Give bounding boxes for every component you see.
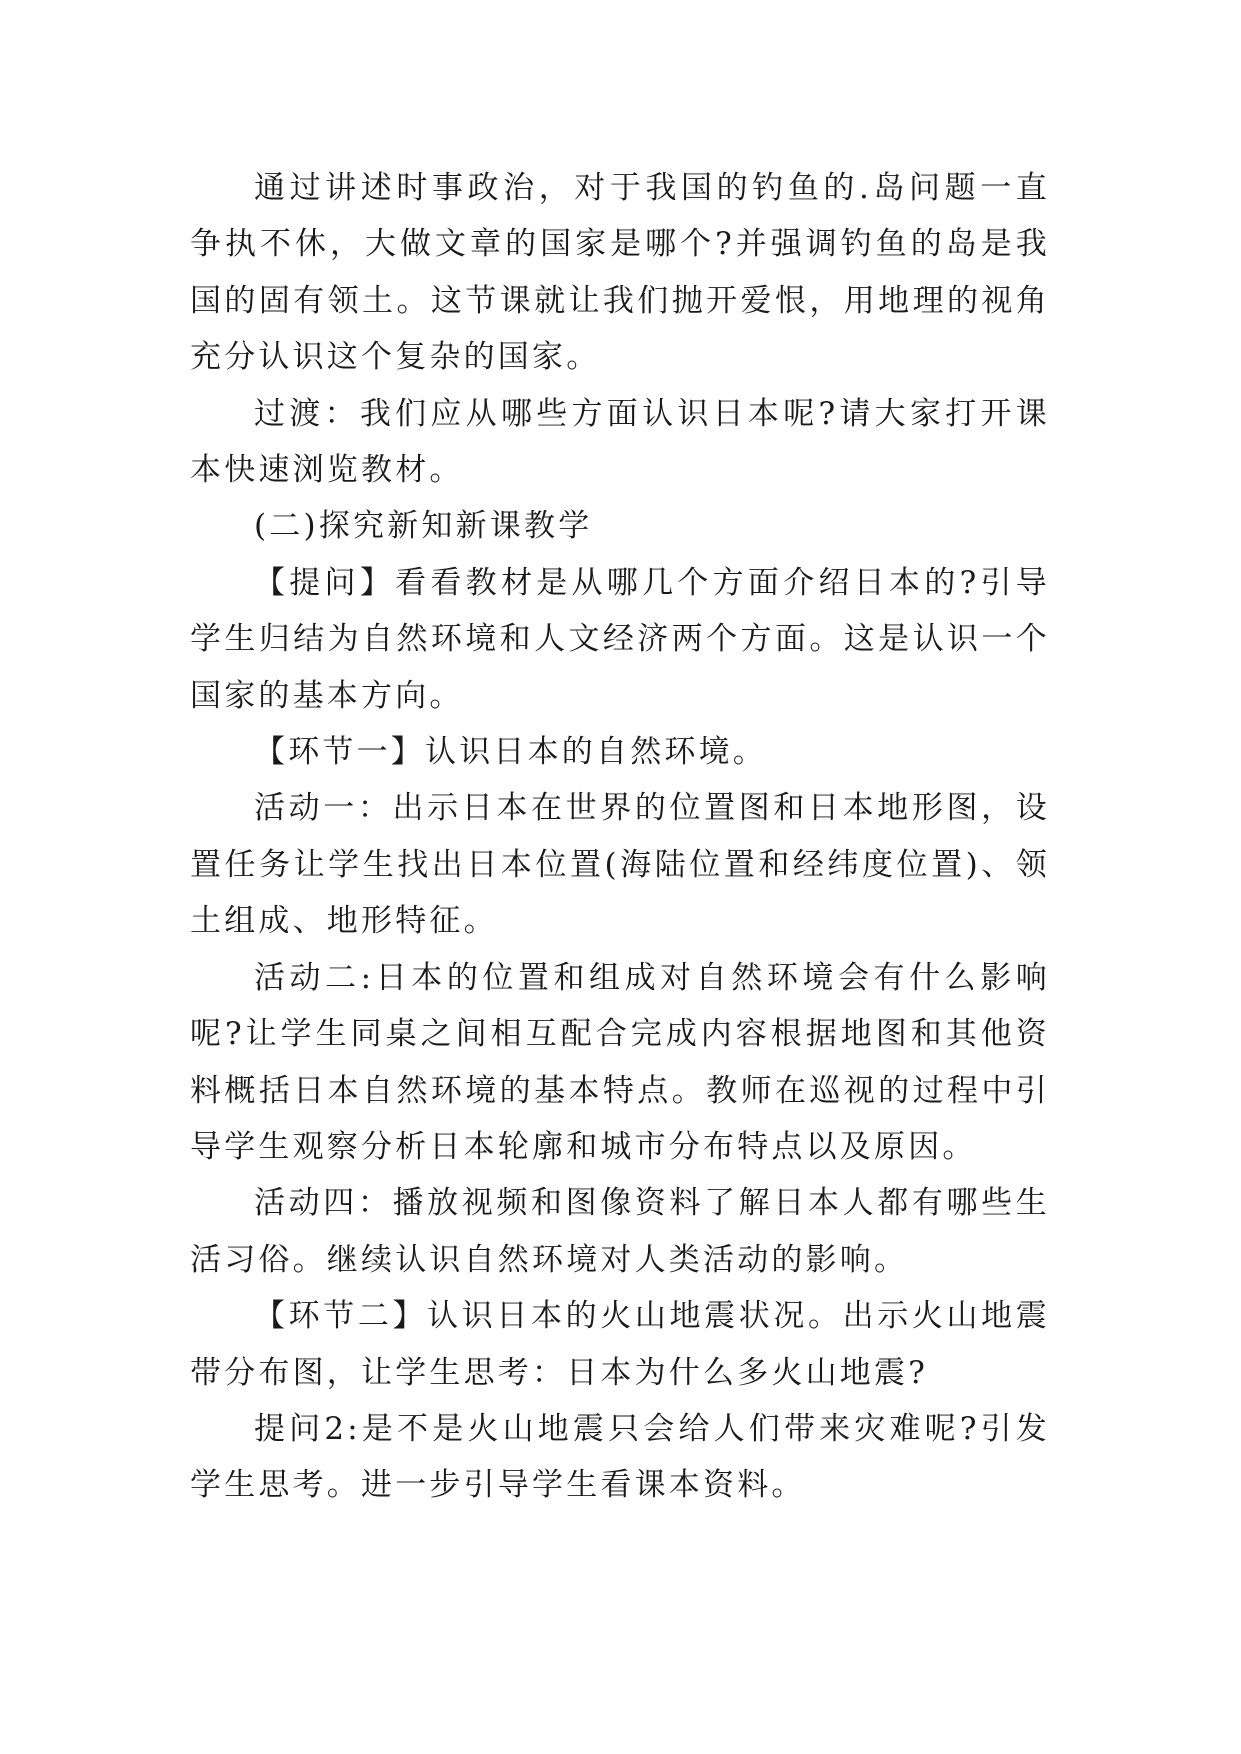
paragraph-activity-two: 活动二:日本的位置和组成对自然环境会有什么影响呢?让学生同桌之间相互配合完成内容根据地图和其他资料概括日本自然环境的基本特点。教师在巡视的过程中引导学生观察分析日本轮廓和城市分布特点以及原因。 xyxy=(190,959,1050,1165)
paragraph-activity-four: 活动四：播放视频和图像资料了解日本人都有哪些生活习俗。继续认识自然环境对人类活动的影响。 xyxy=(190,1185,1050,1278)
paragraph-step-one: 【环节一】认识日本的自然环境。 xyxy=(254,734,767,771)
paragraph-transition: 过渡：我们应从哪些方面认识日本呢?请大家打开课本快速浏览教材。 xyxy=(190,395,1050,489)
paragraph-question: 【提问】看看教材是从哪几个方面介绍日本的?引导学生归结为自然环境和人文经济两个方面。这是认识一个国家的基本方向。 xyxy=(190,564,1050,714)
paragraph-step-two: 【环节二】认识日本的火山地震状况。出示火山地震带分布图，让学生思考：日本为什么多火山地震? xyxy=(190,1298,1050,1391)
paragraph-activity-one: 活动一：出示日本在世界的位置图和日本地形图，设置任务让学生找出日本位置(海陆位置和经纬度位置)、领土组成、地形特征。 xyxy=(190,790,1050,940)
paragraph-section-heading: (二)探究新知新课教学 xyxy=(254,508,593,545)
document-body xyxy=(190,160,1050,1514)
paragraph-intro: 通过讲述时事政治，对于我国的钓鱼的.岛问题一直争执不休，大做文章的国家是哪个?并强调钓鱼的岛是我国的固有领土。这节课就让我们抛开爱恨，用地理的视角充分认识这个复杂的国家。 xyxy=(190,170,1050,376)
paragraph-question-two: 提问2:是不是火山地震只会给人们带来灾难呢?引发学生思考。进一步引导学生看课本资料。 xyxy=(190,1410,1050,1504)
